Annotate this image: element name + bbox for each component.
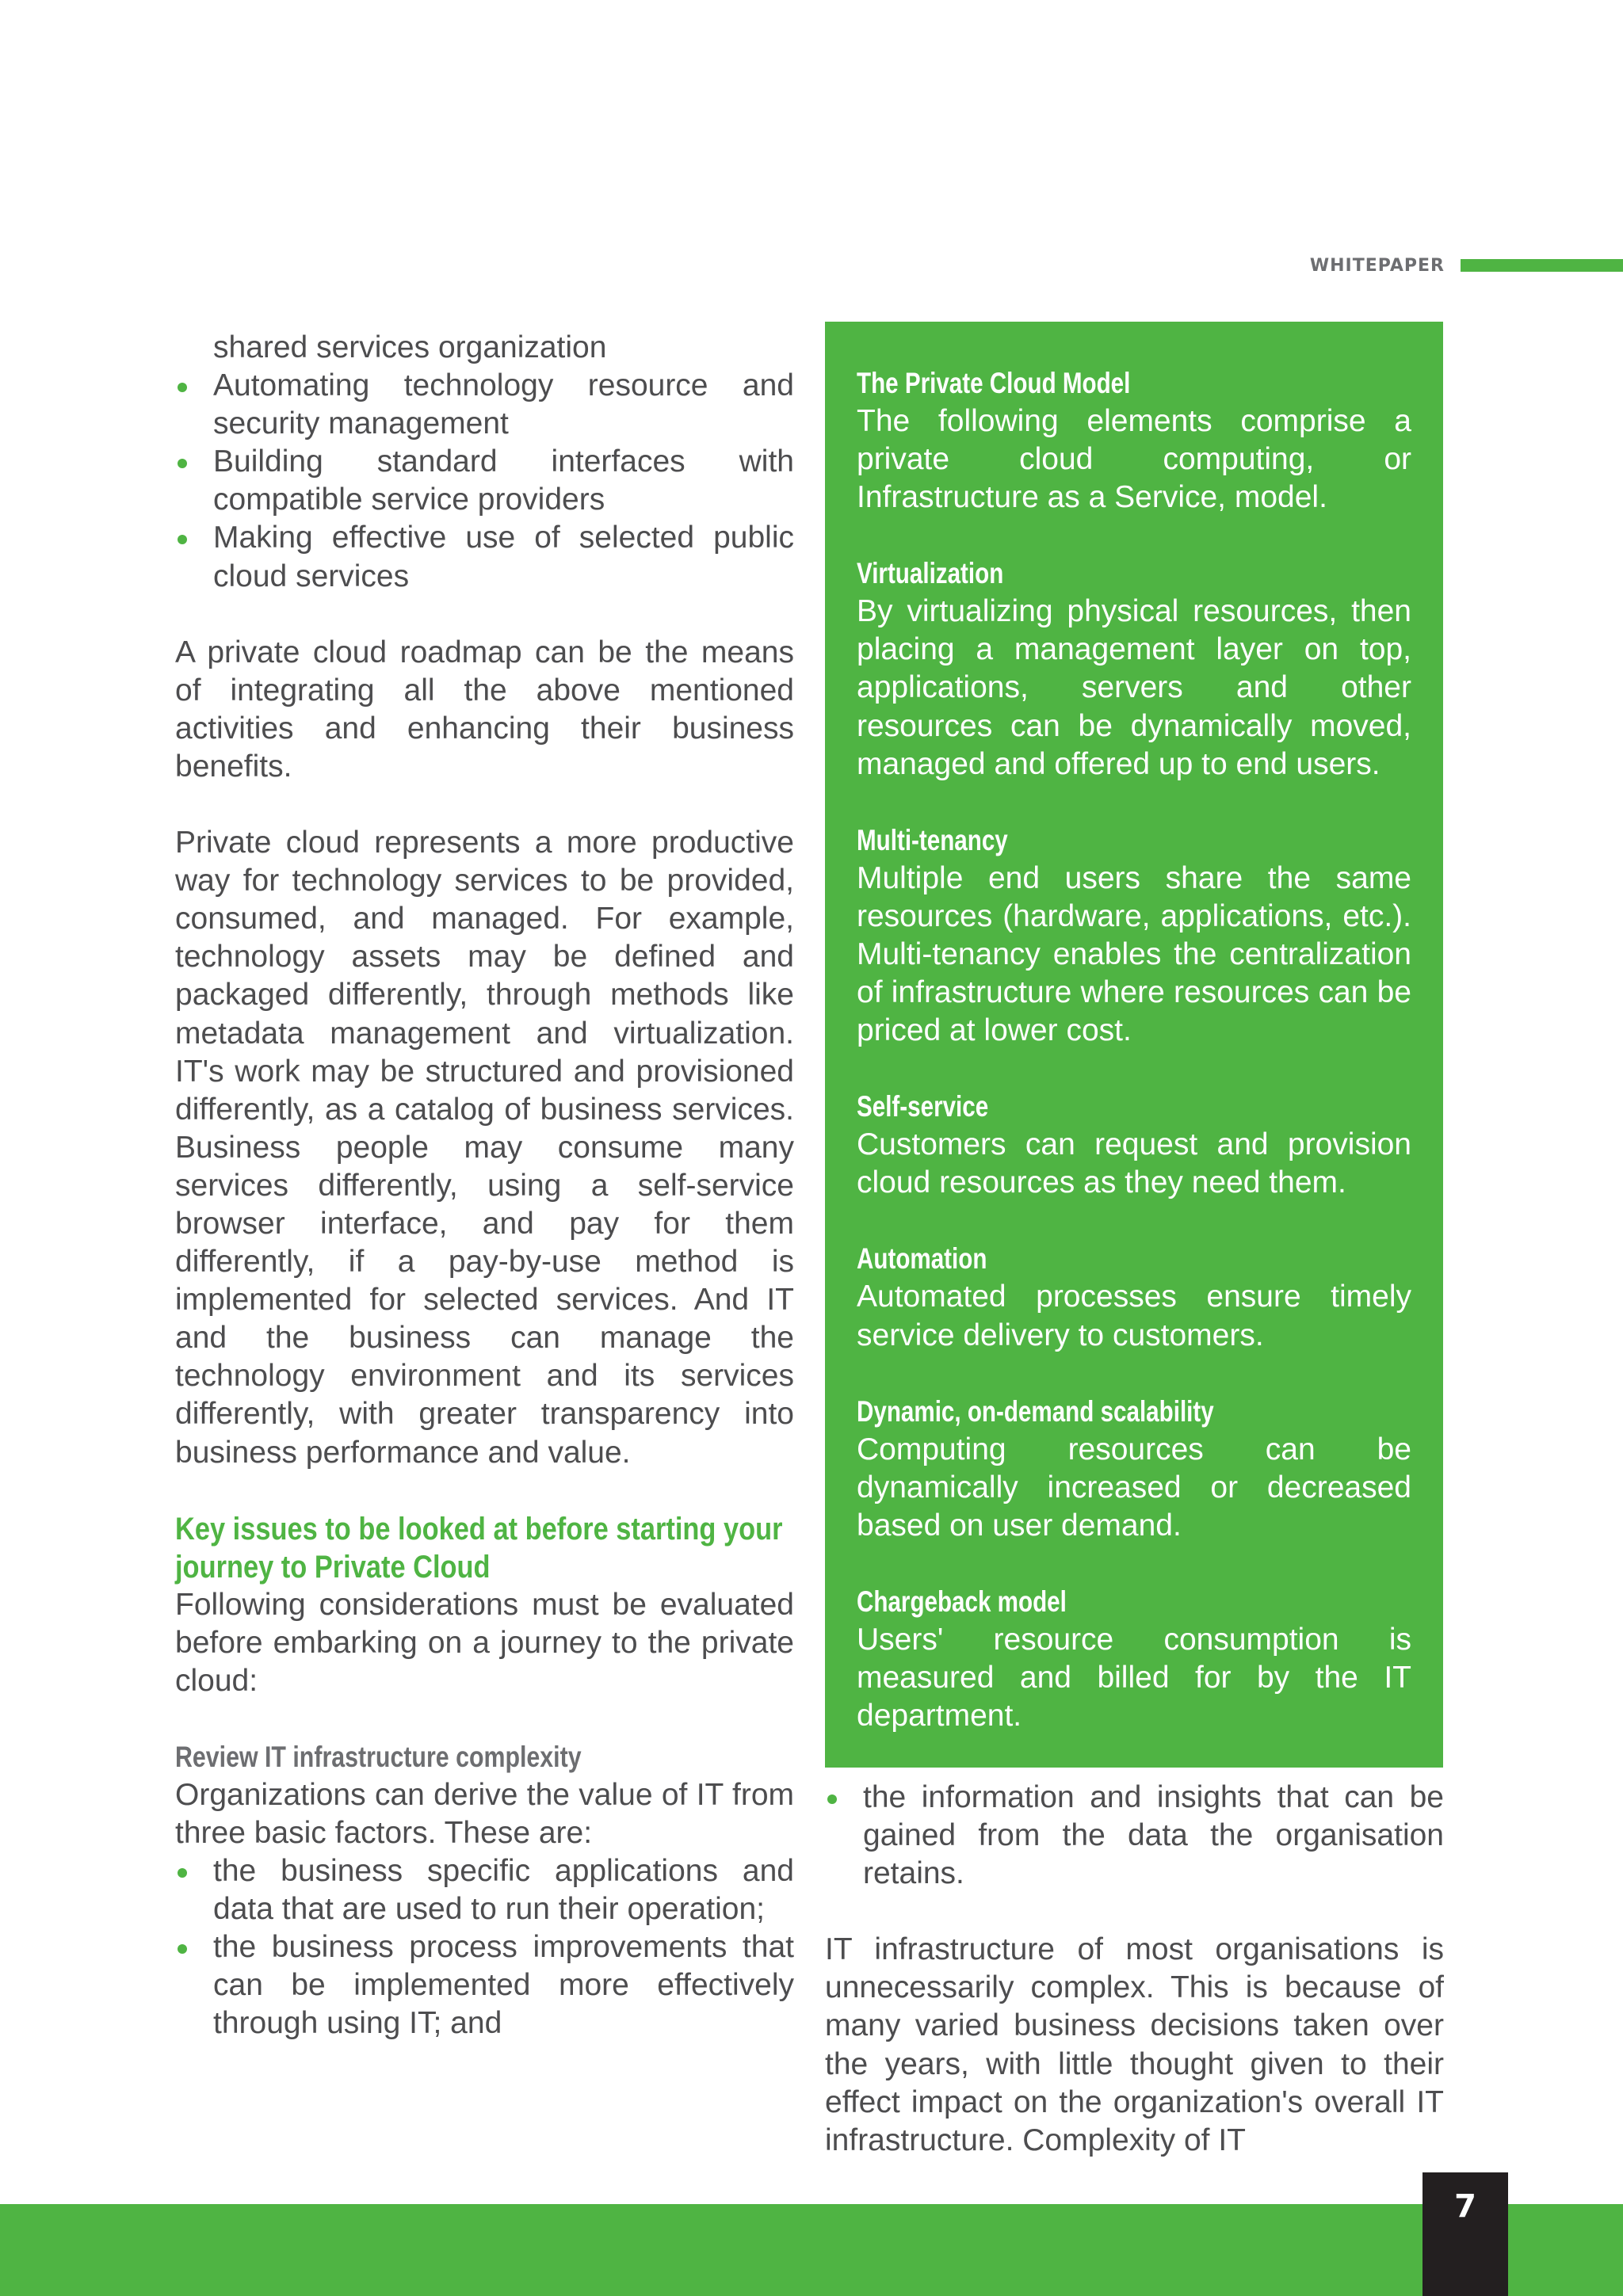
box-item-text: Customers can request and provision cloud resources as they need them.: [857, 1127, 1411, 1200]
document-type-label: WHITEPAPER: [1309, 256, 1445, 276]
section-heading: Key issues to be looked at before starting your journey to Private Cloud: [175, 1511, 783, 1585]
list-item: Automating technology resource and security management: [175, 367, 794, 443]
section-key-issues: [175, 1510, 794, 1700]
private-cloud-model-box: [825, 322, 1443, 1768]
box-intro: [857, 364, 1411, 517]
box-item: [857, 1393, 1411, 1545]
paragraph-roadmap: A private cloud roadmap can be the means of integrating all the above mentioned activities and enhancing their business benefits.: [175, 635, 794, 784]
paragraph-private-cloud: Private cloud represents a more productive way for technology services to be provided, consumed, and managed. For example, technology assets may be defined and packaged differently, through methods like metadata management and virtualization. IT's work may be structured and provisioned differently, as a catalog of business services. Business people may consume many services differently, using a self-service browser interface, and pay for them differently, if a pay-by-use method is implemented for selected services. And IT and the business can manage the technology environment and its services differently, with greater transparency into business performance and value.: [175, 826, 794, 1470]
box-item-text: Users' resource consumption is measured and billed for by the IT department.: [857, 1622, 1411, 1733]
box-title: The Private Cloud Model: [857, 367, 1131, 399]
box-item: [857, 555, 1411, 783]
box-item-heading: Virtualization: [857, 557, 1004, 590]
list-item: the information and insights that can be gained from the data the organisation retains.: [825, 1779, 1444, 1893]
section-review: [175, 1738, 794, 1852]
bottom-bullet-list: [175, 1852, 794, 2042]
box-item: [857, 1088, 1411, 1202]
list-item: the business specific applications and data that are used to run their operation;: [175, 1852, 794, 1928]
box-item-heading: Automation: [857, 1242, 987, 1276]
subsection-heading: Review IT infrastructure complexity: [175, 1740, 582, 1773]
left-column: [175, 329, 794, 2043]
box-item-text: Computing resources can be dynamically increased or decreased based on user demand.: [857, 1432, 1411, 1543]
box-item-heading: Self-service: [857, 1090, 989, 1123]
top-bullet-list: [175, 367, 794, 596]
paragraph-complexity: IT infrastructure of most organisations is unnecessarily complex. This is because of many varied business decisions taken over the years, with little thought given to their effect impact on the organization's overall IT infrastructure. Complexity of IT: [825, 1932, 1444, 2157]
list-item: the business process improvements that can be implemented more effectively through using IT; and: [175, 1928, 794, 2042]
right-bullet-list: [825, 1779, 1444, 1893]
list-item: Making effective use of selected public cloud services: [175, 519, 794, 595]
box-item-text: Multiple end users share the same resources (hardware, applications, etc.). Multi-tenancy enables the centralization of infrastructure where resources can be priced at lower cost.: [857, 860, 1411, 1048]
list-item: Building standard interfaces with compatible service providers: [175, 443, 794, 519]
box-item-heading: Multi-tenancy: [857, 823, 1008, 856]
box-item-text: Automated processes ensure timely service delivery to customers.: [857, 1280, 1411, 1352]
subsection-text: Organizations can derive the value of IT from three basic factors. These are:: [175, 1777, 794, 1850]
footer-bar: [0, 2204, 1623, 2296]
box-item: [857, 1583, 1411, 1735]
continued-bullet-text: shared services organization: [213, 330, 607, 364]
box-item: [857, 1240, 1411, 1354]
box-content: [857, 364, 1411, 1735]
page-number: 7: [1423, 2172, 1508, 2296]
header-accent-bar: [1461, 259, 1623, 272]
section-text: Following considerations must be evaluated before embarking on a journey to the private cloud:: [175, 1587, 794, 1698]
box-intro-text: The following elements comprise a private cloud computing, or Infrastructure as a Service, model.: [857, 404, 1411, 515]
box-item-text: By virtualizing physical resources, then placing a management layer on top, applications, servers and other resources can be dynamically moved, managed and offered up to end users.: [857, 594, 1411, 781]
box-item: [857, 822, 1411, 1050]
right-column: [825, 1779, 1444, 2160]
box-item-heading: Chargeback model: [857, 1585, 1067, 1618]
box-item-heading: Dynamic, on-demand scalability: [857, 1394, 1214, 1428]
